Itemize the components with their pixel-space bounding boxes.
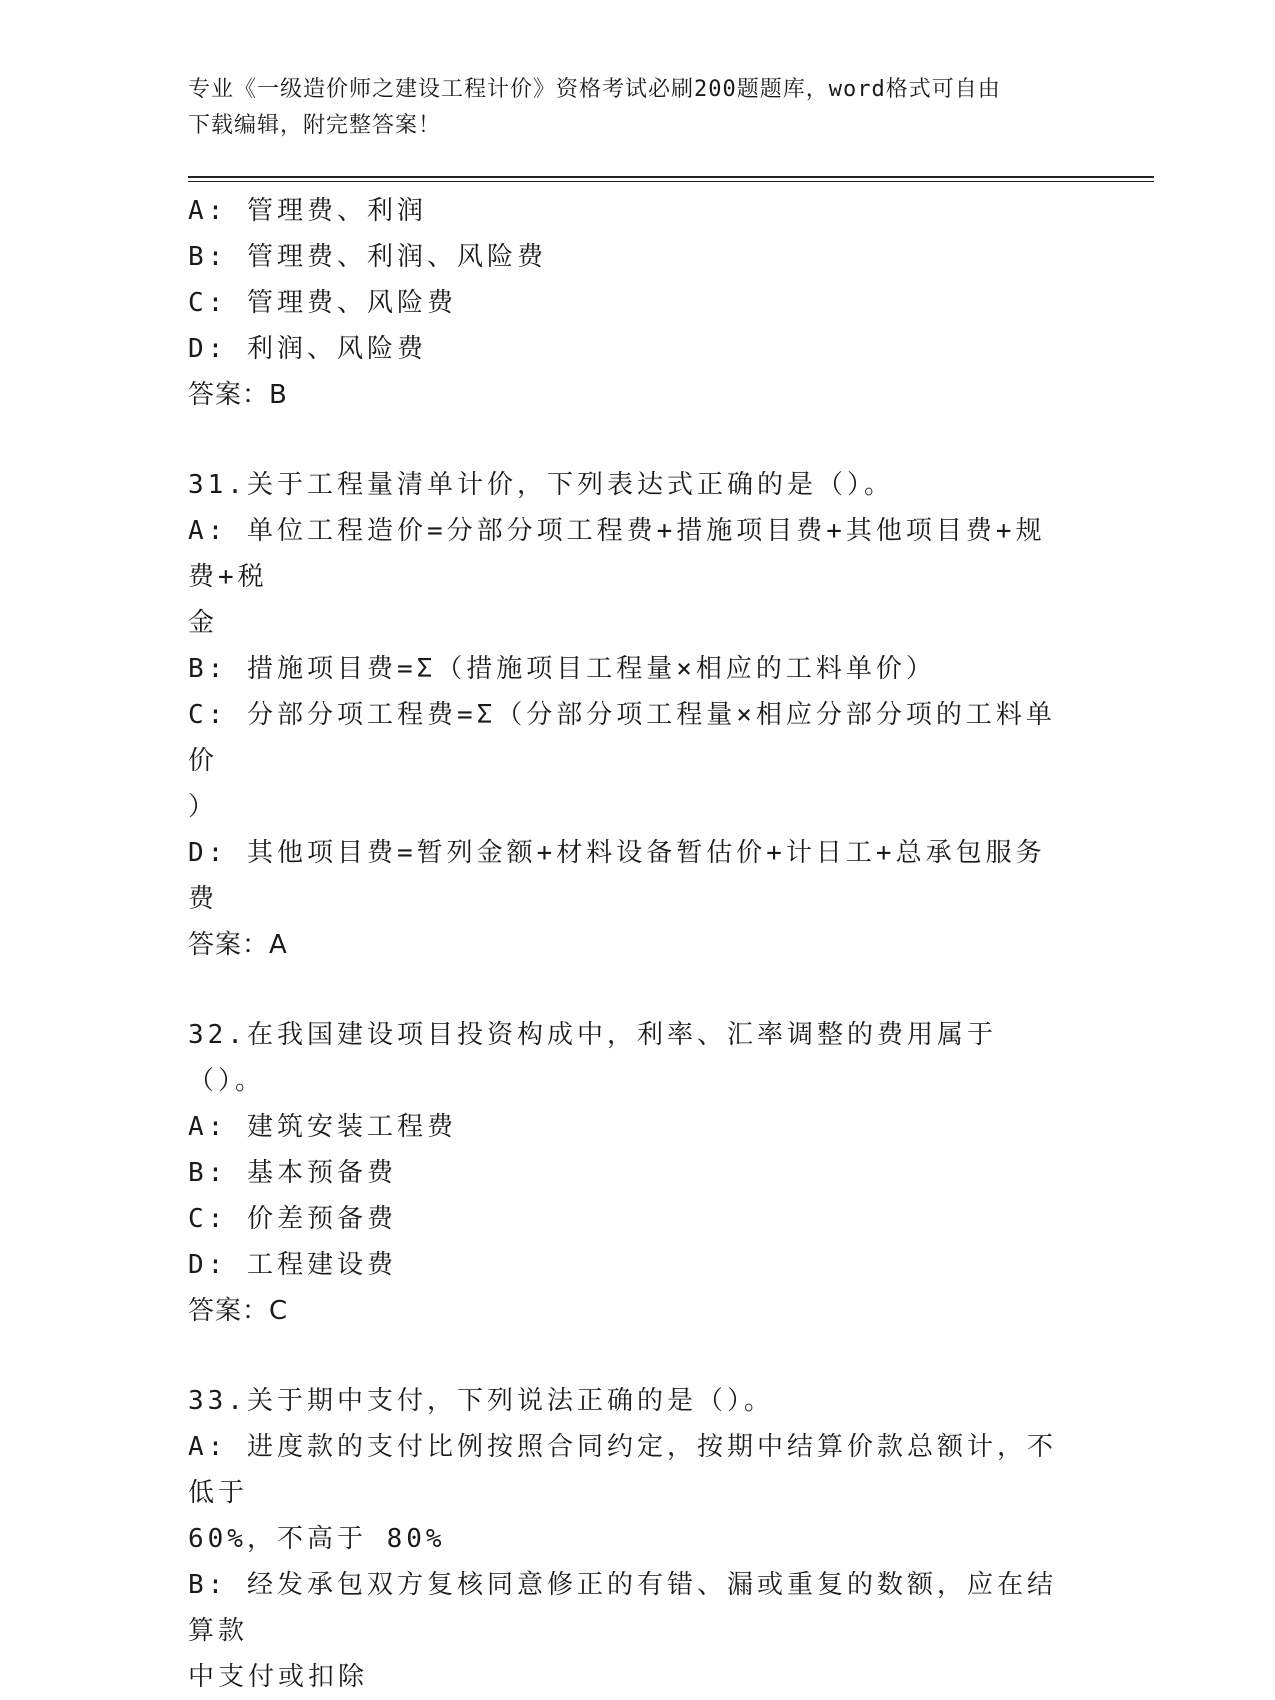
option-a: A: 进度款的支付比例按照合同约定，按期中结算价款总额计，不低于 (188, 1432, 1057, 1508)
document-header (188, 72, 1088, 144)
option-b: B: 管理费、利润、风险费 (188, 242, 547, 272)
option-a: A: 建筑安装工程费 (188, 1112, 457, 1142)
option-b: B: 基本预备费 (188, 1158, 397, 1188)
header-divider-thick (188, 176, 1154, 178)
option-b: B: 措施项目费=Σ（措施项目工程量×相应的工料单价） (188, 654, 936, 684)
answer-line: 答案：B (188, 380, 288, 410)
question-30-block (188, 188, 1068, 418)
option-c: C: 分部分项工程费=Σ（分部分项工程量×相应分部分项的工料单价 (188, 700, 1056, 776)
answer-line: 答案：A (188, 930, 288, 960)
option-c: C: 价差预备费 (188, 1204, 397, 1234)
question-text: 32.在我国建设项目投资构成中，利率、汇率调整的费用属于（）。 (188, 1020, 997, 1096)
question-32-block (188, 1012, 1068, 1334)
option-a: A: 单位工程造价=分部分项工程费+措施项目费+其他项目费+规费+税 (188, 516, 1046, 592)
option-a-continued: 金 (188, 608, 219, 638)
option-b-continued: 中支付或扣除 (188, 1662, 369, 1692)
option-a-continued: 60%，不高于 80% (188, 1524, 446, 1554)
question-text: 31.关于工程量清单计价，下列表达式正确的是（）。 (188, 470, 894, 500)
option-c: C: 管理费、风险费 (188, 288, 457, 318)
question-content (188, 188, 1068, 1700)
spacer (188, 968, 1068, 1012)
option-d: D: 其他项目费=暂列金额+材料设备暂估价+计日工+总承包服务费 (188, 838, 1046, 914)
answer-line: 答案：C (188, 1296, 289, 1326)
option-c-continued: ） (188, 792, 219, 822)
spacer (188, 418, 1068, 462)
option-b: B: 经发承包双方复核同意修正的有错、漏或重复的数额，应在结算款 (188, 1570, 1057, 1646)
question-31-block (188, 462, 1068, 968)
header-title-line-2: 下载编辑，附完整答案！ (188, 113, 442, 138)
question-33-block (188, 1378, 1068, 1700)
option-d: D: 利润、风险费 (188, 334, 427, 364)
header-title-line-1: 专业《一级造价师之建设工程计价》资格考试必刷200题题库，word格式可自由 (188, 77, 1001, 102)
option-d: D: 工程建设费 (188, 1250, 397, 1280)
header-divider-thin (188, 181, 1154, 182)
option-a: A: 管理费、利润 (188, 196, 427, 226)
question-text: 33.关于期中支付，下列说法正确的是（）。 (188, 1386, 774, 1416)
spacer (188, 1334, 1068, 1378)
